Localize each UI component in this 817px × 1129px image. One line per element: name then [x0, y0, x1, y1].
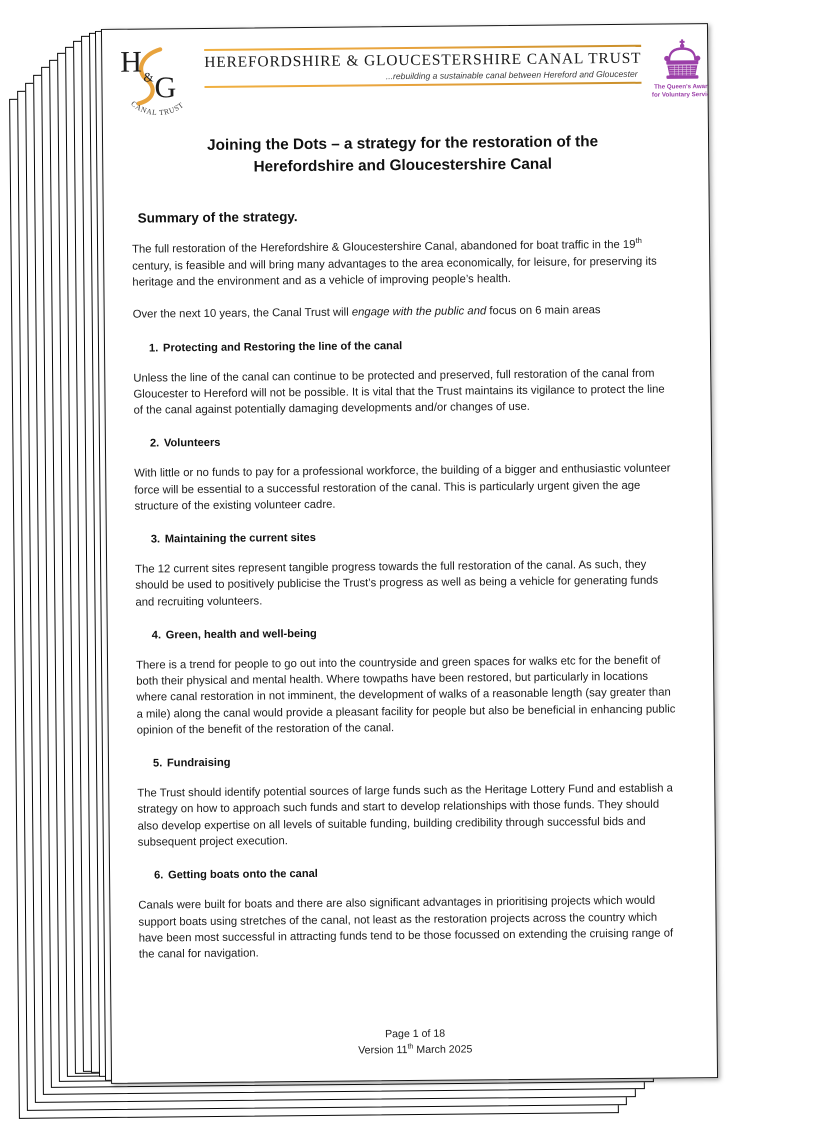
overview-paragraph — [133, 302, 676, 323]
trust-tagline: ...rebuilding a sustainable canal between Hereford and Gloucester — [385, 68, 638, 82]
svg-text:G: G — [154, 71, 177, 105]
section-number-1: 1. — [148, 341, 159, 354]
page-footer — [112, 1024, 718, 1061]
crown-icon — [660, 38, 704, 82]
queens-award-badge — [647, 38, 718, 100]
intro-paragraph-part-b: century, is feasible and will bring many advantages to the area economically, for leisure, for preserving its heritage and the environment and as a vehicle of improving people’s health. — [132, 255, 657, 289]
footer-version-post: March 2025 — [413, 1043, 473, 1056]
section-heading-1 — [133, 337, 676, 354]
section-heading-5 — [137, 753, 680, 770]
letterhead — [116, 36, 714, 126]
hg-canal-trust-logo — [116, 41, 199, 118]
footer-page-number: Page 1 of 18 — [385, 1027, 446, 1041]
intro-ordinal-suffix: th — [635, 236, 642, 246]
footer-version-ordinal: th — [407, 1041, 414, 1051]
section-title-6: Getting boats onto the canal — [168, 868, 318, 882]
svg-text:&: & — [143, 69, 154, 85]
svg-text:H: H — [120, 45, 143, 79]
trust-name-block — [204, 45, 642, 89]
section-heading-3 — [135, 529, 678, 546]
overview-text-post: focus on 6 main areas — [486, 304, 601, 318]
summary-heading: Summary of the strategy. — [137, 209, 298, 227]
overview-text-pre: Over the next 10 years, the Canal Trust will — [132, 306, 352, 321]
section-title-4: Green, health and well-being — [165, 627, 317, 642]
queens-award-line-2: for Voluntary Service — [651, 90, 714, 99]
section-heading-6 — [138, 865, 681, 882]
document-title — [149, 131, 656, 179]
trust-name: HEREFORDSHIRE & GLOUCESTERSHIRE CANAL TRUST — [204, 49, 642, 72]
section-body-5: The Trust should identify potential sources of large funds such as the Heritage Lottery Fund and establish a strategy on how to approach such funds and start to develop relationships with those funds. They should also develop expertise on all levels of suitable funding, building credibility through successful bids and subsequent project execution. — [137, 782, 673, 849]
section-number-3: 3. — [150, 533, 161, 546]
section-title-1: Protecting and Restoring the line of the canal — [162, 339, 403, 354]
document-title-line-1: Joining the Dots – a strategy for the restoration of the — [207, 133, 599, 154]
document-title-line-2: Herefordshire and Gloucestershire Canal — [253, 155, 553, 176]
document-body — [131, 130, 682, 963]
section-number-2: 2. — [149, 437, 160, 450]
intro-paragraph — [132, 237, 675, 291]
section-title-3: Maintaining the current sites — [164, 531, 316, 546]
intro-paragraph-part-a: The full restoration of the Herefordshire & Gloucestershire Canal, abandoned for boat traffic in the 19 — [132, 239, 636, 257]
document-page — [101, 23, 718, 1084]
section-body-2: With little or no funds to pay for a professional workforce, the building of a bigger and enthusiastic volunteer force will be essential to a successful restoration of the canal. This is particularly urgent given the age structure of the existing volunteer cadre. — [134, 462, 671, 513]
footer-version-pre: Version 11 — [358, 1043, 408, 1057]
section-heading-4 — [136, 624, 679, 641]
section-body-6: Canals were built for boats and there are also significant advantages in prioritising projects which would support boats using stretches of the canal, not least as the restoration projects across the country which have been most successful in attracting funds tend to be those focussed on extending the cruising range of the canal for navigation. — [138, 894, 674, 961]
section-body-4: There is a trend for people to go out into the countryside and green spaces for walks etc for the benefit of both their physical and mental health. Where towpaths have been restored, but particularly in locations where canal restoration in not imminent, the development of walks of a reasonable length (say greater than a mile) along the canal would provide a pleasant facility for people but also be beneficial in enhancing public opinion of the benefit of the restoration of the canal. — [136, 654, 676, 737]
section-heading-2 — [134, 433, 677, 450]
overview-emphasis: engage with the public and — [351, 305, 487, 319]
section-title-2: Volunteers — [163, 437, 221, 450]
section-number-4: 4. — [151, 629, 162, 642]
svg-text:CANAL TRUST: CANAL TRUST — [129, 99, 186, 118]
section-number-5: 5. — [152, 757, 163, 770]
section-body-3: The 12 current sites represent tangible progress towards the full restoration of the canal. As such, they should be used to positively publicise the Trust’s progress as well as being a vehicle for generating funds and recruiting volunteers. — [135, 558, 659, 609]
section-title-5: Fundraising — [166, 756, 231, 770]
section-body-1: Unless the line of the canal can continue to be protected and preserved, full restoration of the canal from Gloucester to Hereford will not be possible. It is vital that the Trust maintains its vigilance to protect the line of the canal against potentially damaging developments and/or changes of use. — [133, 367, 665, 417]
queens-award-line-1: The Queen's Award — [654, 83, 712, 91]
section-number-6: 6. — [154, 869, 164, 882]
